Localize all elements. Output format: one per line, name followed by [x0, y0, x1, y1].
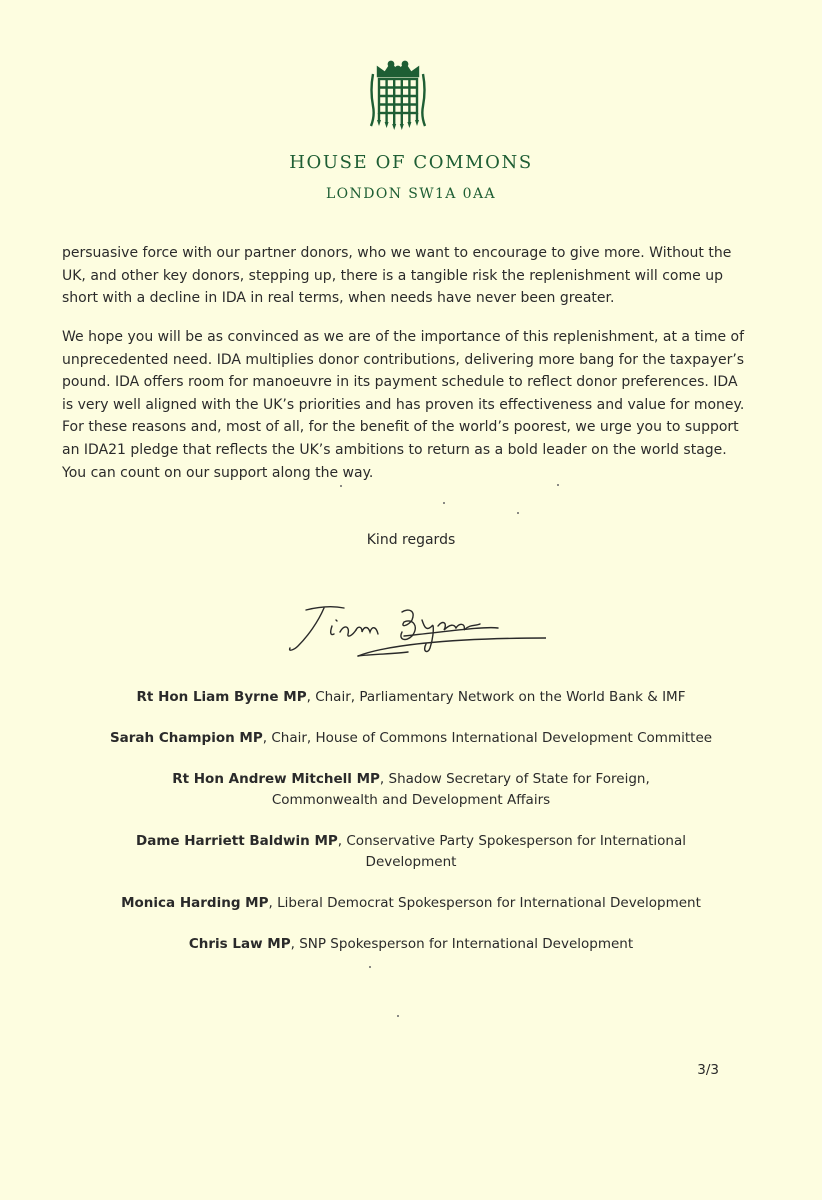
signatory-name: Sarah Champion MP [109, 730, 263, 746]
signatory-chris-law [0, 934, 822, 955]
scan-speck [397, 1015, 399, 1017]
scan-speck [557, 484, 559, 486]
signatory-role: , Shadow Secretary of State for Foreign, Commonwealth and Development Affairs [271, 771, 650, 808]
signatories-list [0, 687, 822, 975]
signatory-name: Monica Harding MP [121, 895, 269, 911]
scan-speck [443, 502, 445, 504]
signatory-name: Rt Hon Andrew Mitchell MP [172, 771, 380, 787]
signatory-harriett-baldwin [0, 831, 822, 873]
letterhead-address: LONDON SW1A 0AA [325, 186, 496, 202]
body-paragraph-2: We hope you will be as convinced as we are of the importance of this replenishment, at a time of unprecedented need. IDA multiplies donor contributions, delivering more bang for the taxpayer’s pound. IDA offers room for manoeuvre in its payment schedule to reflect donor preferences. IDA is very well aligned with the UK’s priorities and has proven its effectiveness and value for money. For these reasons and, most of all, for the benefit of the world’s poorest, we urge you to support an IDA21 pledge that reflects the UK’s ambitions to return as a bold leader on the world stage. You can count on our support along the way. [62, 329, 745, 481]
signatory-role: , Chair, House of Commons International Development Committee [262, 730, 713, 746]
page-number: 3/3 [697, 1062, 719, 1078]
body-paragraph-1: persuasive force with our partner donors, who we want to encourage to give more. Without the UK, and other key donors, stepping up, there is a tangible risk the replenishment will come up short with a decline in IDA in real terms, when needs have never been greater. [62, 245, 732, 307]
closing-salutation: Kind regards [366, 532, 456, 548]
signatory-role: , SNP Spokesperson for International Development [290, 936, 634, 952]
scan-speck [517, 512, 519, 514]
signatory-sarah-champion [0, 728, 822, 749]
signatory-liam-byrne [0, 687, 822, 708]
signatory-role: , Chair, Parliamentary Network on the World Bank & IMF [306, 689, 686, 705]
portcullis-icon [369, 60, 427, 136]
signatory-role: , Liberal Democrat Spokesperson for International Development [268, 895, 701, 911]
signatory-name: Rt Hon Liam Byrne MP [136, 689, 307, 705]
signatory-name: Dame Harriett Baldwin MP [136, 833, 338, 849]
letterhead-title: HOUSE OF COMMONS [289, 152, 533, 173]
handwritten-signature [284, 596, 546, 668]
scan-speck [340, 485, 342, 487]
signatory-name: Chris Law MP [188, 936, 291, 952]
signatory-andrew-mitchell [0, 769, 822, 811]
signatory-role: , Conservative Party Spokesperson for International Development [337, 833, 686, 870]
signatory-monica-harding [0, 893, 822, 914]
